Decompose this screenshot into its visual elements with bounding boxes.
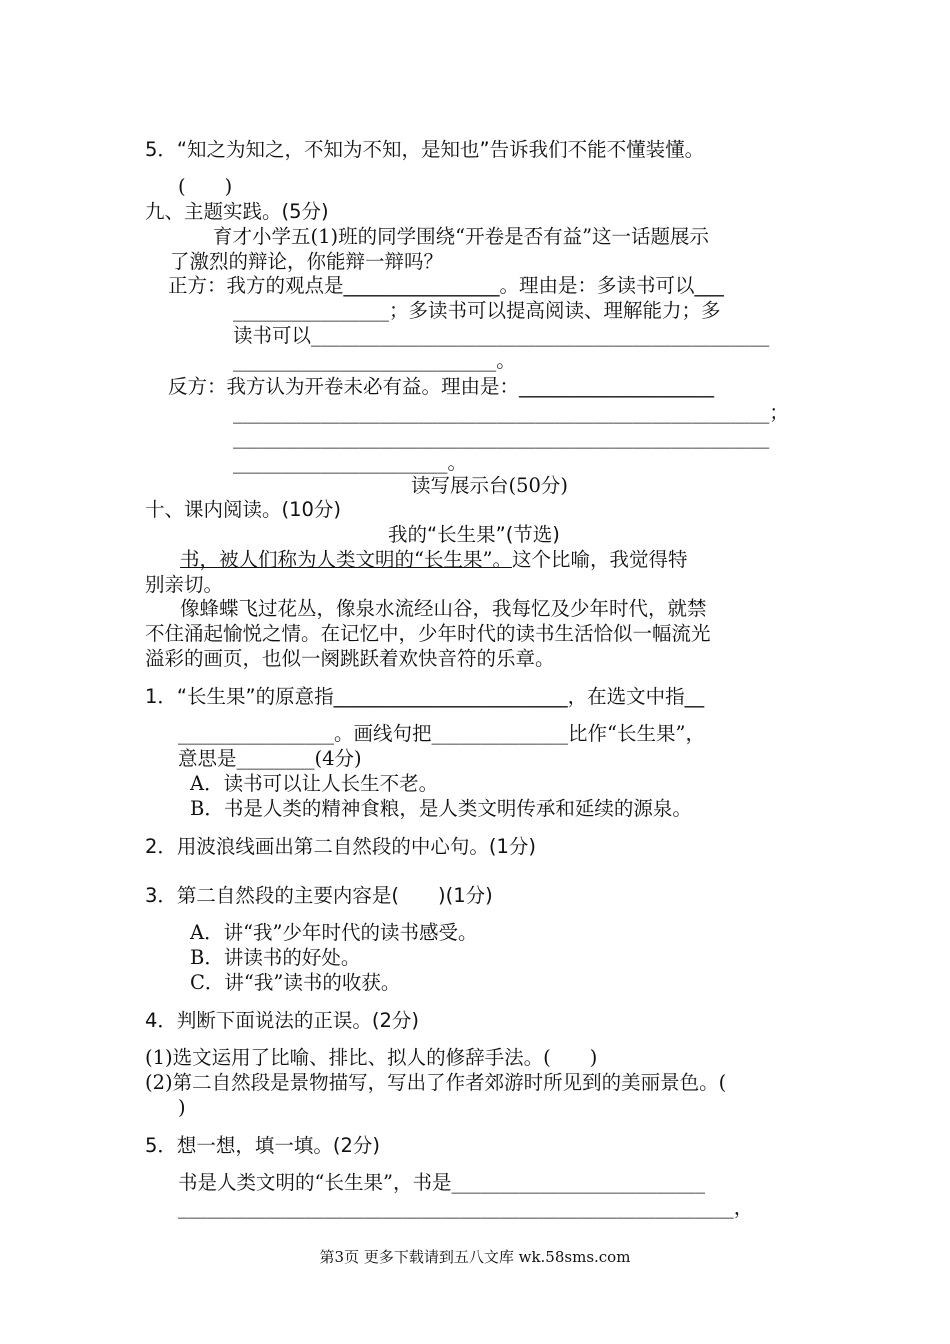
section-title: 读写展示台(50分): [411, 474, 569, 497]
pro-line-1: 正方：我方的观点是________________。理由是：多读书可以___: [168, 274, 724, 297]
question-5: 5．想一想，填一填。(2分): [145, 1134, 381, 1157]
question-1-option-a: A．读书可以让人长生不老。: [190, 772, 439, 795]
pro-line-3: 读书可以_______________________________________________: [233, 324, 770, 347]
question-1-option-b: B．书是人类的精神食粮，是人类文明传承和延续的源泉。: [190, 797, 692, 820]
section-10-heading: 十、课内阅读。(10分): [145, 498, 342, 521]
question-5-line-2: _________________________________________________________，: [178, 1196, 754, 1219]
question-4-item-2-close: ): [178, 1096, 186, 1119]
question-1-line-2: ________________。画线句把______________比作“长生果”，: [178, 722, 705, 745]
question-1-line-1: 1．“长生果”的原意指________________________，在选文中指__: [145, 685, 705, 708]
section-9-intro-1: 育才小学五(1)班的同学围绕“开卷是否有益”这一话题展示: [213, 225, 710, 248]
question-4: 4．判断下面说法的正误。(2分): [145, 1009, 420, 1032]
passage-title: 我的“长生果”(节选): [388, 523, 560, 546]
answer-paren: ( ): [178, 175, 233, 198]
con-line-2: _______________________________________________________；: [233, 401, 789, 424]
section-9-heading: 九、主题实践。(5分): [145, 200, 329, 223]
question-3-option-a: A．讲“我”少年时代的读书感受。: [190, 921, 478, 944]
underlined-sentence: 书，被人们称为人类文明的“长生果”。: [180, 548, 512, 571]
question-4-item-1: (1)选文运用了比喻、排比、拟人的修辞手法。( ): [145, 1046, 598, 1069]
passage-p2-line-3: 溢彩的画页，也似一阕跳跃着欢快音符的乐章。: [145, 647, 555, 670]
question-3-option-c: C．讲“我”读书的收获。: [190, 971, 401, 994]
question-3: 3．第二自然段的主要内容是( )(1分): [145, 884, 493, 907]
con-line-4: ______________________。: [233, 451, 468, 474]
question-5-text: 5．“知之为知之，不知为不知，是知也”告诉我们不能不懂装懂。: [145, 138, 705, 161]
passage-paragraph-1: [180, 547, 687, 573]
passage-p2-line-1: 像蜂蝶飞过花丛，像泉水流经山谷，我每忆及少年时代，就禁: [180, 597, 707, 620]
question-2: 2．用波浪线画出第二自然段的中心句。(1分): [145, 835, 537, 858]
con-line-1: 反方：我方认为开卷未必有益。理由是：____________________: [168, 375, 715, 398]
passage-p1-line-2: 别亲切。: [145, 573, 224, 596]
pro-line-2: ________________；多读书可以提高阅读、理解能力；多: [233, 299, 721, 322]
pro-line-4: ___________________________。: [233, 349, 516, 372]
question-1-line-3: 意思是________(4分): [178, 747, 362, 770]
question-3-option-b: B．讲读书的好处。: [190, 946, 361, 969]
passage-p2-line-2: 不住涌起愉悦之情。在记忆中，少年时代的读书生活恰似一幅流光: [145, 622, 711, 645]
p1-rest: 这个比喻，我觉得特: [511, 548, 688, 571]
page-footer: 第3页 更多下载请到五八文库 wk.58sms.com: [319, 1248, 631, 1266]
section-9-intro-2: 了激烈的辩论，你能辩一辩吗？: [170, 250, 444, 273]
question-4-item-2: (2)第二自然段是景物描写，写出了作者郊游时所见到的美丽景色。(: [145, 1071, 727, 1094]
question-5-line-1: 书是人类文明的“长生果”，书是__________________________: [178, 1171, 705, 1194]
con-line-3: _______________________________________________________: [233, 426, 770, 449]
